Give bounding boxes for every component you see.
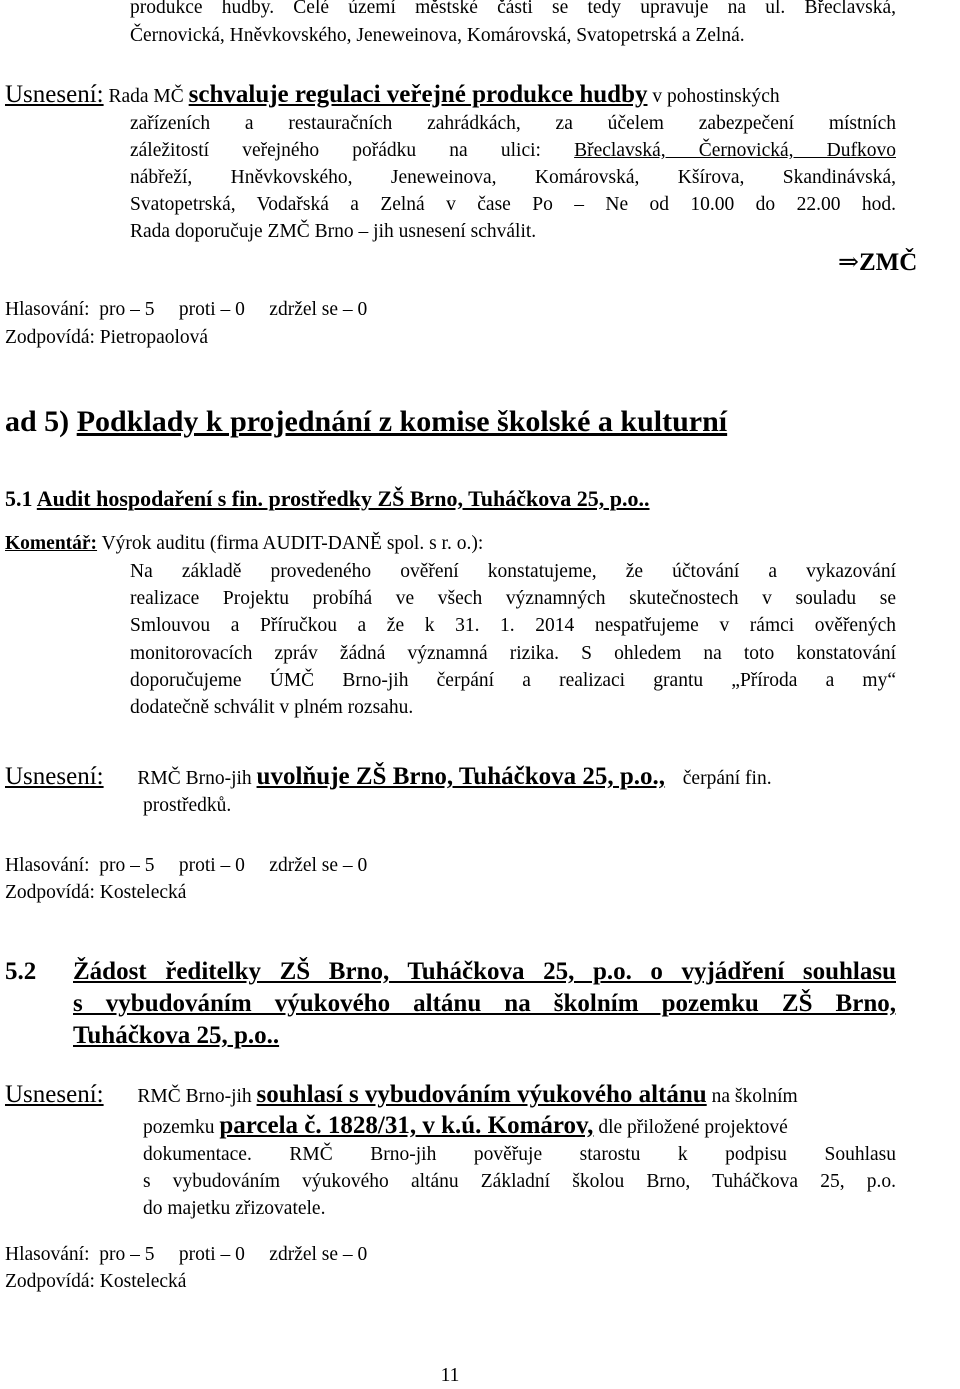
resolution-1-line-3 — [130, 137, 896, 164]
responsible-5-2: Zodpovídá: Kostelecká — [5, 1271, 187, 1292]
item-5-2-resolution-line-3: dokumentace. RMČ Brno-jih pověřuje starostu k podpisu Souhlasu — [143, 1144, 896, 1165]
resolution-1-line-3-text: záležitostí veřejného pořádku na ulici: — [130, 140, 541, 161]
audit-para-line-6: dodatečně schválit v plném rozsahu. — [130, 697, 414, 718]
resolution-1-first-line — [5, 80, 905, 110]
resolution-1-line-2: zařízeních a restauračních zahrádkách, za účelem zabezpečení místních — [130, 113, 896, 134]
resolution-1-pre: Rada MČ — [108, 86, 184, 107]
implies-arrow-icon: ⇒ — [838, 249, 859, 276]
resolution-1-streets: Břeclavská, Černovická, Dufkovo — [574, 140, 896, 161]
comment-text: Výrok auditu (firma AUDIT-DANĚ spol. s r. o.): — [101, 533, 484, 554]
item-5-2-title-line-3: Tuháčkova 25, p.o.. — [73, 1022, 280, 1049]
vote-5-1: Hlasování: pro – 5 proti – 0 zdržel se – 0 — [5, 855, 368, 876]
vote-1: Hlasování: pro – 5 proti – 0 zdržel se – 0 — [5, 299, 368, 320]
section-5-heading — [5, 405, 728, 438]
resolution-1-post: v pohostinských — [652, 86, 780, 107]
responsible-1: Zodpovídá: Pietropaolová — [5, 327, 209, 348]
resolution-1-line-5: Svatopetrská, Vodařská a Zelná v čase Po – Ne od 10.00 do 22.00 hod. — [130, 194, 896, 215]
audit-para-line-5: doporučujeme ÚMČ Brno-jih čerpání a realizaci grantu „Příroda a my“ — [130, 670, 896, 691]
audit-para-line-1: Na základě provedeného ověření konstatujeme, že účtování a vykazování — [130, 561, 896, 582]
res-5-2-post: na školním — [711, 1086, 798, 1107]
item-5-2-resolution-line-1 — [5, 1080, 900, 1110]
item-5-1-title: Audit hospodaření s fin. prostředky ZŠ Brno, Tuháčkova 25, p.o.. — [36, 486, 650, 511]
item-5-2-title-line-1: Žádost ředitelky ZŠ Brno, Tuháčkova 25, p.o. o vyjádření souhlasu — [73, 958, 896, 985]
resolution-label: Usnesení: — [5, 1081, 104, 1108]
continuation-line-1: produkce hudby. Celé území městské části se tedy upravuje na ul. Břeclavská, — [130, 0, 896, 18]
comment-label: Komentář: — [5, 533, 98, 554]
res-5-2-pre: RMČ Brno-jih — [137, 1086, 252, 1107]
item-5-1-heading — [5, 485, 650, 512]
res-5-2-l2-post: dle přiložené projektové — [598, 1117, 788, 1138]
audit-para-line-2: realizace Projektu probíhá ve všech významných skutečnostech v souladu se — [130, 588, 896, 609]
continuation-line-2: Černovická, Hněvkovského, Jeneweinova, Komárovská, Svatopetrská a Zelná. — [130, 25, 745, 46]
item-5-2-resolution-line-4: s vybudováním výukového altánu Základní školou Brno, Tuháčkova 25, p.o. — [143, 1171, 896, 1192]
section-5-prefix: ad 5) — [5, 405, 70, 438]
audit-para-line-3: Smlouvou a Příručkou a že k 31. 1. 2014 nespatřujeme v rámci ověřených — [130, 615, 896, 636]
res-5-1-bold: uvolňuje ZŠ Brno, Tuháčkova 25, p.o., — [256, 763, 666, 790]
res-5-1-post: čerpání fin. — [682, 768, 772, 789]
zmc-referral — [838, 248, 917, 278]
res-5-2-parcel: parcela č. 1828/31, v k.ú. Komárov, — [219, 1112, 594, 1139]
res-5-2-bold: souhlasí s vybudováním výukového altánu — [256, 1081, 707, 1108]
item-5-1-num: 5.1 — [5, 486, 33, 511]
resolution-1-line-6: Rada doporučuje ZMČ Brno – jih usnesení schválit. — [130, 221, 537, 242]
resolution-1-bold: schvaluje regulaci veřejné produkce hudby — [188, 81, 648, 108]
resolution-label: Usnesení: — [5, 81, 104, 108]
item-5-2-title-line-2: s vybudováním výukového altánu na školním pozemku ZŠ Brno, — [73, 990, 896, 1017]
res-5-2-l2-pre: pozemku — [143, 1117, 215, 1138]
item-5-1-comment — [5, 530, 483, 557]
vote-5-2: Hlasování: pro – 5 proti – 0 zdržel se – 0 — [5, 1244, 368, 1265]
res-5-1-line-2: prostředků. — [143, 795, 232, 816]
section-5-title: Podklady k projednání z komise školské a kulturní — [76, 405, 728, 438]
responsible-5-1: Zodpovídá: Kostelecká — [5, 882, 187, 903]
zmc-label: ZMČ — [858, 249, 918, 276]
page-number: 11 — [440, 1365, 460, 1386]
resolution-1-line-4: nábřeží, Hněvkovského, Jeneweinova, Komárovská, Kšírova, Skandinávská, — [130, 167, 896, 188]
item-5-1-resolution — [5, 762, 900, 792]
item-5-2-resolution-line-5: do majetku zřizovatele. — [143, 1198, 326, 1219]
item-5-2-resolution-line-2 — [143, 1111, 896, 1141]
item-5-2-num: 5.2 — [5, 958, 37, 985]
audit-para-line-4: monitorovacích zpráv žádná významná rizika. S ohledem na toto konstatování — [130, 643, 896, 664]
res-5-1-pre: RMČ Brno-jih — [137, 768, 252, 789]
resolution-label: Usnesení: — [5, 763, 104, 790]
